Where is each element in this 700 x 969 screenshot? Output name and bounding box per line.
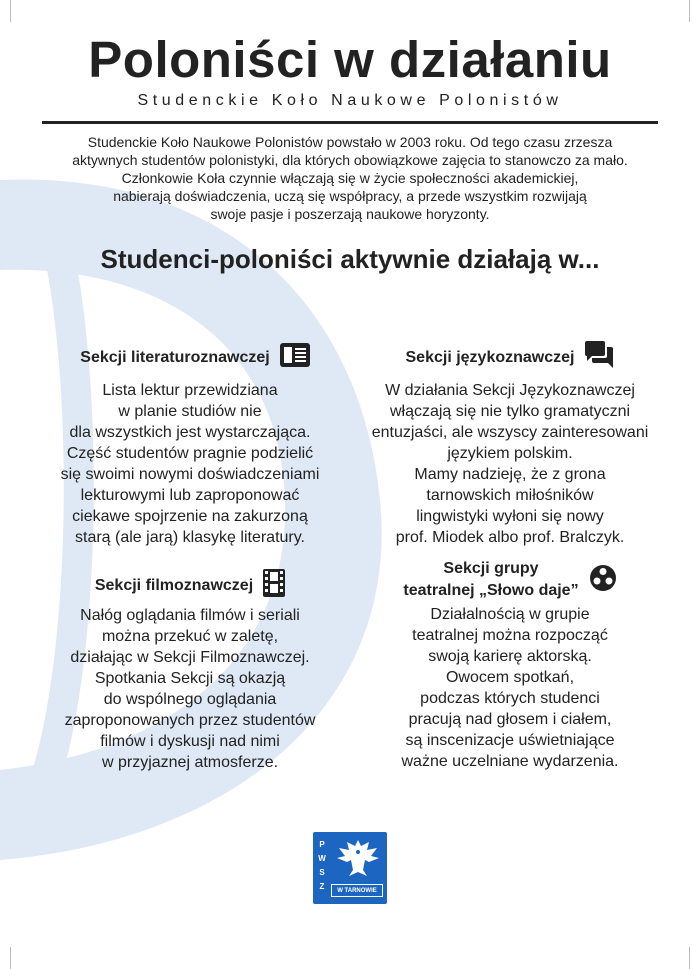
intro-line: swoje pasje i poszerzają naukowe horyzonty.	[210, 206, 490, 222]
body-line: lingwistyki wyłoni się nowy	[416, 508, 604, 525]
intro-line: Członkowie Koła czynnie włączają się w życie społeczności akademickiej,	[121, 170, 579, 186]
section-title-line: teatralnej „Słowo daje”	[403, 582, 579, 599]
logo-city-label: W TARNOWIE	[331, 884, 383, 897]
theater-masks-icon	[589, 564, 617, 597]
section-headline: Studenci-poloniści aktywnie działają w...	[100, 244, 600, 274]
intro-line: aktywnych studentów polonistyki, dla których obowiązkowe zajęcia to stanowczo za mało.	[72, 152, 628, 168]
section-literature-title	[40, 343, 350, 372]
body-line: filmów i dyskusji nad nimi	[100, 733, 280, 750]
page-subtitle: Studenckie Koło Naukowe Polonistów	[137, 92, 563, 109]
body-line: Lista lektur przewidziana	[102, 382, 278, 399]
section-title-text: Sekcji literaturoznawczej	[80, 348, 270, 366]
section-literature-body	[30, 380, 350, 548]
section-theatre-title	[360, 558, 660, 602]
body-line: Owocem spotkań,	[445, 669, 575, 686]
page-title: Poloniści w działaniu	[88, 31, 612, 88]
section-title-text: Sekcji filmoznawczej	[94, 576, 254, 594]
body-line: do wspólnego oglądania	[103, 691, 277, 708]
section-linguistics-body	[340, 380, 680, 548]
body-line: dla wszystkich jest wystarczająca.	[69, 424, 311, 441]
logo-letter: S	[319, 868, 325, 877]
header-divider	[42, 121, 658, 124]
body-line: Mamy nadzieję, że z grona	[414, 466, 606, 483]
section-theatre-body	[350, 604, 670, 772]
body-line: są inscenizacje uświetniające	[405, 732, 615, 749]
eagle-icon	[333, 836, 383, 880]
body-line: można przekuć w zaletę,	[101, 628, 279, 645]
body-line: Nałóg oglądania filmów i seriali	[80, 607, 300, 624]
film-strip-icon	[263, 569, 285, 602]
chat-bubbles-icon	[584, 341, 614, 374]
body-line: entuzjaści, ale wszyscy zainteresowani	[371, 424, 649, 441]
body-line: działając w Sekcji Filmoznawczej.	[70, 649, 310, 666]
intro-paragraph	[40, 133, 660, 223]
body-line: językiem polskim.	[447, 445, 573, 462]
logo-letter: P	[319, 840, 325, 849]
body-line: włączają się nie tylko gramatyczni	[389, 403, 631, 420]
section-title-text	[403, 558, 578, 602]
intro-line: nabierają doświadczenia, uczą się współpracy, a przede wszystkim rozwijają	[113, 188, 587, 204]
pwsz-logo	[313, 832, 387, 904]
body-line: prof. Miodek albo prof. Bralczyk.	[395, 529, 625, 546]
logo-letter: Z	[319, 882, 325, 891]
section-title-text: Sekcji językoznawczej	[405, 348, 575, 366]
body-line: teatralnej można rozpocząć	[412, 627, 608, 644]
body-line: się swoimi nowymi doświadczeniami	[60, 466, 320, 483]
body-line: zaproponowanych przez studentów	[64, 712, 316, 729]
body-line: w przyjaznej atmosferze.	[101, 754, 279, 771]
section-film-title	[30, 569, 350, 602]
body-line: lekturowymi lub zaproponować	[80, 487, 300, 504]
logo-letters	[317, 838, 327, 894]
section-title-line: Sekcji grupy	[443, 560, 539, 577]
intro-line: Studenckie Koło Naukowe Polonistów powstało w 2003 roku. Od tego czasu zrzesza	[87, 134, 613, 150]
book-reader-icon	[280, 343, 310, 372]
body-line: swoją karierę aktorską.	[428, 648, 592, 665]
body-line: Część studentów pragnie podzielić	[66, 445, 314, 462]
body-line: ważne uczelniane wydarzenia.	[401, 753, 619, 770]
section-linguistics-title	[360, 341, 660, 374]
body-line: ciekawe spojrzenie na zakurzoną	[72, 508, 308, 525]
body-line: starą (ale jarą) klasykę literatury.	[75, 529, 305, 546]
body-line: podczas których studenci	[420, 690, 600, 707]
body-line: Działalnością w grupie	[430, 606, 590, 623]
body-line: W działania Sekcji Językoznawczej	[385, 382, 635, 399]
body-line: tarnowskich miłośników	[426, 487, 594, 504]
section-film-body	[30, 605, 350, 773]
body-line: pracują nad głosem i ciałem,	[408, 711, 612, 728]
logo-letter: W	[318, 854, 326, 863]
body-line: w planie studiów nie	[118, 403, 262, 420]
body-line: Spotkania Sekcji są okazją	[94, 670, 286, 687]
